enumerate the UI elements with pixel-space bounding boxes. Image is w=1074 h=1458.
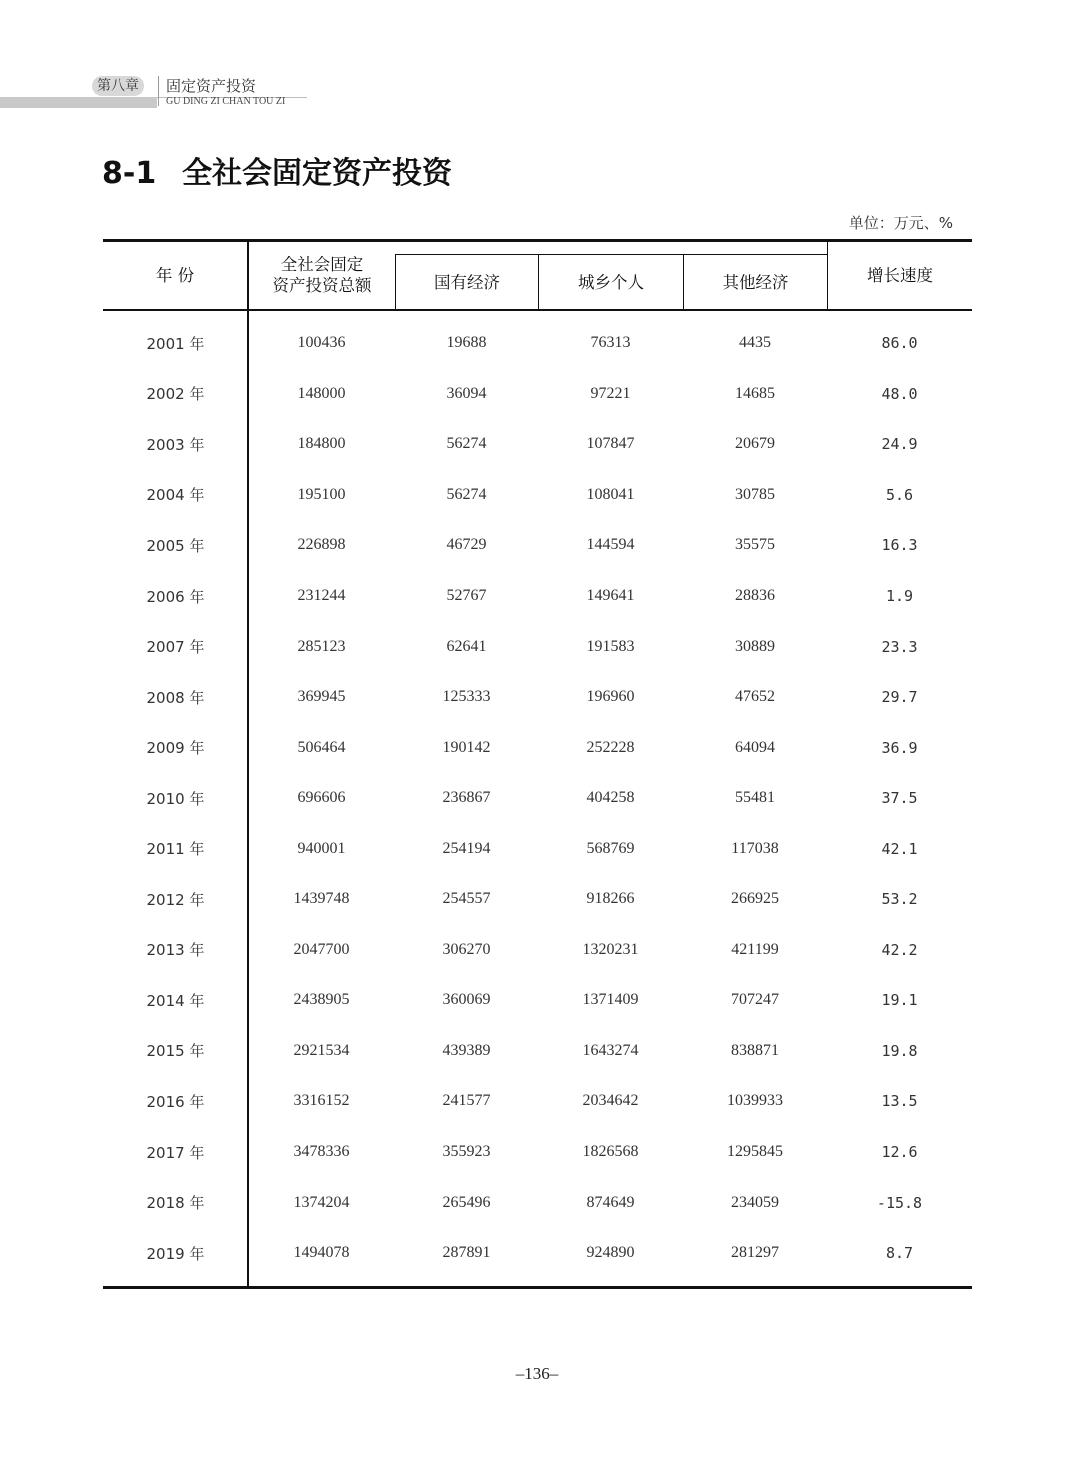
other-cell: 30785 bbox=[735, 485, 775, 503]
growth-cell: 8.7 bbox=[885, 1244, 914, 1263]
urban-rural-cell: 191583 bbox=[586, 637, 635, 655]
header-urban-rural: 城乡个人 bbox=[578, 273, 644, 292]
total-cell: 506464 bbox=[297, 738, 346, 756]
table-row bbox=[103, 470, 972, 521]
chapter-separator bbox=[158, 76, 159, 106]
state-owned-cell: 125333 bbox=[442, 688, 491, 706]
table-title: 全社会固定资产投资 bbox=[182, 156, 452, 191]
growth-cell: 13.5 bbox=[881, 1092, 918, 1111]
state-owned-cell: 265496 bbox=[442, 1193, 491, 1211]
other-cell: 421199 bbox=[731, 940, 779, 958]
urban-rural-cell: 1643274 bbox=[582, 1041, 639, 1059]
year-cell: 2010 年 bbox=[146, 789, 205, 808]
total-cell: 184800 bbox=[297, 435, 346, 453]
year-cell: 2007 年 bbox=[146, 638, 205, 657]
total-cell: 3316152 bbox=[293, 1092, 350, 1110]
total-cell: 696606 bbox=[297, 789, 346, 807]
year-cell: 2012 年 bbox=[146, 890, 205, 909]
urban-rural-cell: 918266 bbox=[586, 890, 635, 908]
other-cell: 30889 bbox=[735, 637, 775, 655]
unit-label: 单位：万元、% bbox=[848, 214, 953, 232]
year-cell: 2016 年 bbox=[146, 1092, 205, 1111]
growth-cell: 42.1 bbox=[881, 839, 918, 858]
other-cell: 281297 bbox=[731, 1244, 779, 1262]
year-cell: 2015 年 bbox=[146, 1042, 205, 1061]
growth-cell: 23.3 bbox=[881, 637, 918, 656]
urban-rural-cell: 1371409 bbox=[582, 991, 639, 1009]
urban-rural-cell: 2034642 bbox=[582, 1092, 639, 1110]
other-cell: 1039933 bbox=[727, 1092, 783, 1110]
other-cell: 117038 bbox=[731, 839, 779, 857]
total-cell: 2047700 bbox=[293, 940, 350, 958]
year-cell: 2011 年 bbox=[146, 840, 205, 859]
table-row bbox=[103, 419, 972, 470]
growth-cell: 24.9 bbox=[881, 435, 918, 454]
other-cell: 838871 bbox=[731, 1041, 779, 1059]
state-owned-cell: 355923 bbox=[442, 1143, 491, 1161]
growth-cell: 86.0 bbox=[881, 334, 918, 353]
urban-rural-cell: 107847 bbox=[586, 435, 635, 453]
growth-cell: 19.8 bbox=[881, 1041, 918, 1060]
other-cell: 64094 bbox=[735, 738, 775, 756]
urban-rural-cell: 874649 bbox=[586, 1193, 635, 1211]
subheader-rule bbox=[395, 254, 828, 255]
state-owned-cell: 36094 bbox=[446, 384, 487, 402]
table-row bbox=[103, 773, 972, 824]
growth-cell: 5.6 bbox=[885, 485, 914, 504]
urban-rural-cell: 924890 bbox=[586, 1244, 635, 1262]
total-cell: 285123 bbox=[297, 637, 346, 655]
table-row bbox=[103, 318, 972, 369]
table-row bbox=[103, 369, 972, 420]
state-owned-cell: 52767 bbox=[446, 587, 487, 604]
header-total-line1: 全社会固定 bbox=[280, 255, 364, 274]
growth-cell: -15.8 bbox=[876, 1193, 923, 1212]
year-cell: 2009 年 bbox=[146, 739, 205, 758]
other-cell: 20679 bbox=[735, 435, 775, 453]
year-cell: 2004 年 bbox=[146, 486, 205, 505]
table-number: 8-1 bbox=[102, 156, 157, 191]
year-cell: 2003 年 bbox=[146, 435, 205, 454]
state-owned-cell: 190142 bbox=[442, 738, 491, 756]
urban-rural-cell: 108041 bbox=[586, 485, 635, 503]
state-owned-cell: 236867 bbox=[442, 789, 491, 807]
state-owned-cell: 254194 bbox=[442, 839, 491, 857]
year-cell: 2017 年 bbox=[146, 1143, 205, 1162]
page-title bbox=[102, 148, 452, 192]
header-year: 年 份 bbox=[155, 266, 195, 285]
table-row bbox=[103, 1076, 972, 1127]
growth-cell: 42.2 bbox=[881, 940, 918, 959]
other-cell: 55481 bbox=[735, 789, 775, 807]
urban-rural-cell: 196960 bbox=[586, 688, 635, 706]
growth-cell: 36.9 bbox=[881, 738, 918, 757]
urban-rural-cell: 149641 bbox=[586, 587, 635, 604]
growth-cell: 19.1 bbox=[881, 991, 918, 1010]
other-cell: 234059 bbox=[731, 1193, 779, 1211]
page-number: –136– bbox=[515, 1364, 559, 1383]
state-owned-cell: 254557 bbox=[442, 890, 491, 908]
state-owned-cell: 56274 bbox=[446, 485, 487, 503]
growth-cell: 37.5 bbox=[881, 789, 918, 808]
urban-rural-cell: 1826568 bbox=[582, 1143, 639, 1161]
urban-rural-cell: 1320231 bbox=[582, 940, 639, 958]
total-cell: 940001 bbox=[297, 839, 346, 857]
table-bottom-rule bbox=[103, 1286, 972, 1289]
growth-cell: 48.0 bbox=[881, 384, 918, 403]
total-cell: 1439748 bbox=[293, 890, 350, 908]
header-growth: 增长速度 bbox=[867, 266, 933, 285]
total-cell: 1374204 bbox=[293, 1193, 350, 1211]
table-row bbox=[103, 975, 972, 1026]
table-row bbox=[103, 621, 972, 672]
other-cell: 35575 bbox=[735, 536, 775, 554]
year-cell: 2013 年 bbox=[146, 941, 205, 960]
year-cell: 2014 年 bbox=[146, 991, 205, 1010]
year-cell: 2006 年 bbox=[146, 587, 205, 606]
growth-cell: 53.2 bbox=[881, 890, 918, 909]
growth-cell: 1.9 bbox=[885, 587, 914, 605]
table-row bbox=[103, 520, 972, 571]
header-other: 其他经济 bbox=[722, 273, 789, 292]
state-owned-cell: 439389 bbox=[442, 1041, 491, 1059]
state-owned-cell: 19688 bbox=[446, 334, 487, 352]
table-top-rule bbox=[103, 239, 972, 242]
other-cell: 28836 bbox=[735, 587, 775, 604]
year-cell: 2001 年 bbox=[146, 334, 205, 353]
total-cell: 3478336 bbox=[293, 1143, 350, 1161]
table-row bbox=[103, 1228, 972, 1279]
state-owned-cell: 360069 bbox=[442, 991, 491, 1009]
state-owned-cell: 46729 bbox=[446, 536, 487, 554]
chapter-title: 固定资产投资 bbox=[166, 77, 257, 95]
total-cell: 1494078 bbox=[293, 1244, 350, 1262]
growth-cell: 29.7 bbox=[881, 688, 918, 707]
other-cell: 266925 bbox=[731, 890, 779, 908]
table-row bbox=[103, 571, 972, 622]
other-cell: 1295845 bbox=[727, 1143, 783, 1161]
growth-cell: 12.6 bbox=[881, 1143, 918, 1162]
urban-rural-cell: 76313 bbox=[590, 334, 631, 352]
total-cell: 231244 bbox=[297, 587, 346, 604]
total-cell: 148000 bbox=[297, 384, 346, 402]
header-decor-bar bbox=[0, 97, 157, 108]
urban-rural-cell: 404258 bbox=[586, 789, 635, 807]
state-owned-cell: 62641 bbox=[446, 637, 487, 655]
urban-rural-cell: 252228 bbox=[586, 738, 635, 756]
table-row bbox=[103, 1127, 972, 1178]
table-row bbox=[103, 874, 972, 925]
total-cell: 369945 bbox=[297, 688, 346, 706]
year-cell: 2008 年 bbox=[146, 688, 205, 707]
state-owned-cell: 306270 bbox=[442, 940, 491, 958]
other-cell: 14685 bbox=[735, 384, 775, 402]
table-row bbox=[103, 925, 972, 976]
data-table bbox=[103, 318, 972, 1278]
header-total-line2: 资产投资总额 bbox=[272, 276, 372, 295]
urban-rural-cell: 144594 bbox=[586, 536, 635, 554]
table-row bbox=[103, 1177, 972, 1228]
year-cell: 2019 年 bbox=[146, 1244, 205, 1263]
year-cell: 2002 年 bbox=[146, 385, 205, 404]
table-body bbox=[103, 318, 972, 1278]
growth-cell: 16.3 bbox=[881, 536, 918, 555]
urban-rural-cell: 568769 bbox=[586, 839, 635, 857]
urban-rural-cell: 97221 bbox=[590, 384, 631, 402]
total-cell: 2921534 bbox=[293, 1041, 350, 1059]
chapter-pinyin: GU DING ZI CHAN TOU ZI bbox=[166, 96, 286, 107]
year-cell: 2005 年 bbox=[146, 536, 205, 555]
table-row bbox=[103, 672, 972, 723]
other-cell: 4435 bbox=[739, 334, 771, 352]
total-cell: 100436 bbox=[297, 334, 346, 352]
state-owned-cell: 287891 bbox=[442, 1244, 491, 1262]
other-cell: 47652 bbox=[735, 688, 775, 706]
chapter-badge: 第八章 bbox=[92, 76, 144, 96]
table-row bbox=[103, 823, 972, 874]
total-cell: 226898 bbox=[297, 536, 346, 554]
total-cell: 195100 bbox=[297, 485, 346, 503]
table-row bbox=[103, 1026, 972, 1077]
state-owned-cell: 241577 bbox=[442, 1092, 491, 1110]
year-cell: 2018 年 bbox=[146, 1194, 205, 1213]
table-row bbox=[103, 722, 972, 773]
state-owned-cell: 56274 bbox=[446, 435, 487, 453]
header-state-owned: 国有经济 bbox=[434, 273, 500, 292]
total-cell: 2438905 bbox=[293, 991, 350, 1009]
other-cell: 707247 bbox=[731, 991, 779, 1009]
